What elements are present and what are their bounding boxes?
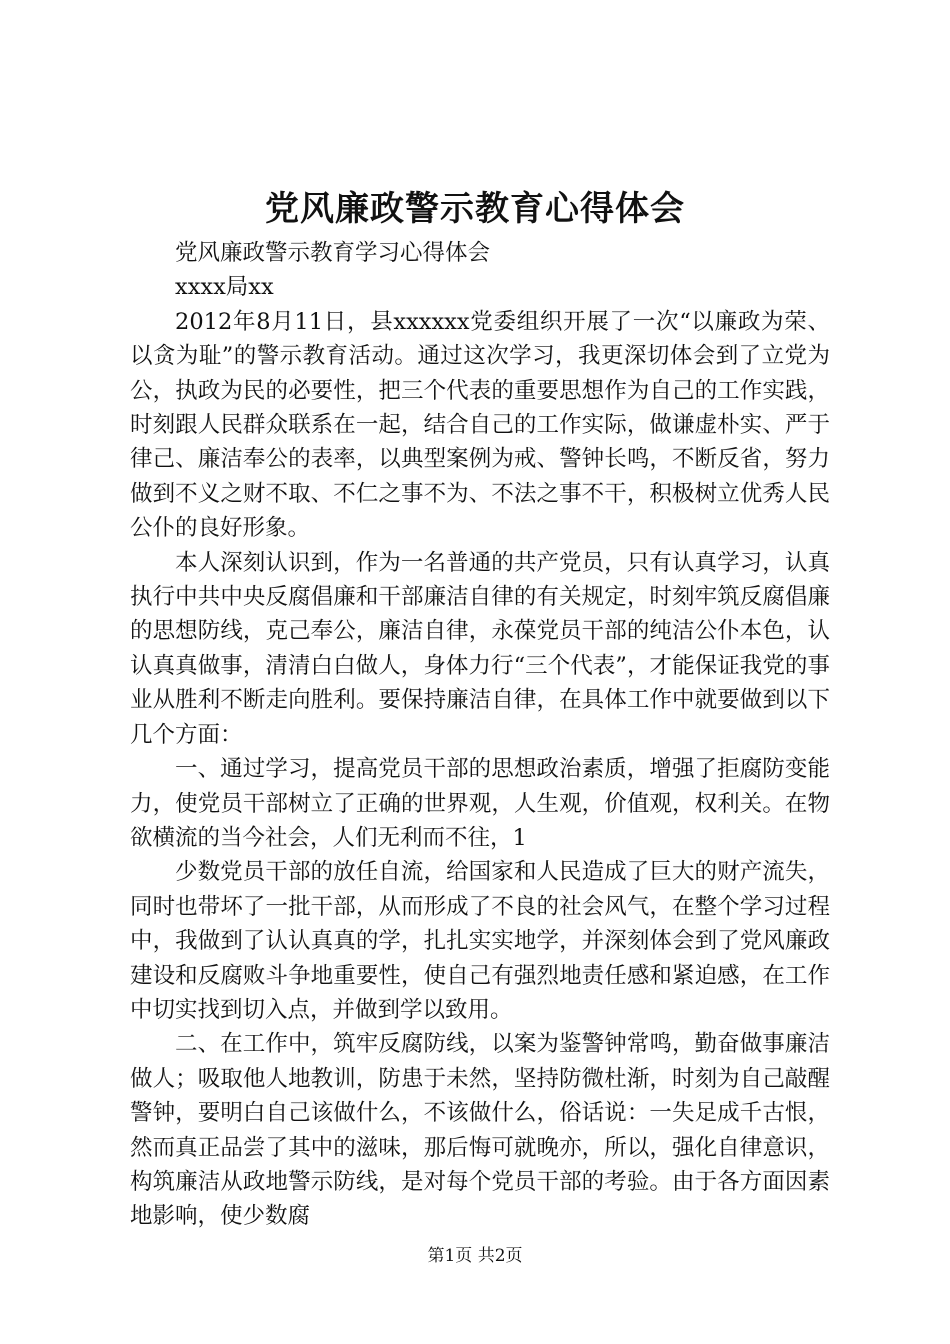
page-number-footer: 第1页 共2页: [427, 1246, 523, 1266]
subtitle-paragraph: 党风廉政警示教育学习心得体会: [175, 240, 491, 266]
document-body: [130, 236, 830, 1234]
body-paragraph: 二、在工作中，筑牢反腐防线，以案为鉴警钟常鸣，勤奋做事廉洁做人；吸取他人地教训，防患于未然，坚持防微杜渐，时刻为自己敲醒警钟，要明白自己该做什么，不该做什么，俗话说：一失足成千古恨，然而真正品尝了其中的滋味，那后悔可就晚亦，所以，强化自律意识，构筑廉洁从政地警示防线，是对每个党员干部的考验。由于各方面因素地影响，使少数腐: [130, 1031, 830, 1230]
body-paragraph: 少数党员干部的放任自流，给国家和人民造成了巨大的财产流失，同时也带坏了一批干部，从而形成了不良的社会风气，在整个学习过程中，我做到了认认真真的学，扎扎实实地学，并深刻体会到了党风廉政建设和反腐败斗争地重要性，使自己有强烈地责任感和紧迫感，在工作中切实找到切入点，并做到学以致用。: [130, 859, 830, 1023]
author-line: xxxx局xx: [175, 274, 274, 301]
document-title: 党风廉政警示教育心得体会: [265, 189, 685, 229]
body-paragraph: 本人深刻认识到，作为一名普通的共产党员，只有认真学习，认真执行中共中央反腐倡廉和干部廉洁自律的有关规定，时刻牢筑反腐倡廉的思想防线，克己奉公，廉洁自律，永葆党员干部的纯洁公仆本色，认认真真做事，清清白白做人，身体力行“三个代表”，才能保证我党的事业从胜利不断走向胜利。要保持廉洁自律，在具体工作中就要做到以下几个方面：: [130, 549, 830, 748]
body-paragraph: 一、通过学习，提高党员干部的思想政治素质，增强了拒腐防变能力，使党员干部树立了正确的世界观，人生观，价值观，权利关。在物欲横流的当今社会，人们无利而不往，1: [130, 756, 830, 851]
body-paragraph: 2012年8月11日，县xxxxxx党委组织开展了一次“以廉政为荣、以贪为耻”的警示教育活动。通过这次学习，我更深切体会到了立党为公，执政为民的必要性，把三个代表的重要思想作为自己的工作实践，时刻跟人民群众联系在一起，结合自己的工作实际，做谦虚朴实、严于律己、廉洁奉公的表率，以典型案例为戒、警钟长鸣，不断反省，努力做到不义之财不取、不仁之事不为、不法之事不干，积极树立优秀人民公仆的良好形象。: [130, 308, 830, 542]
